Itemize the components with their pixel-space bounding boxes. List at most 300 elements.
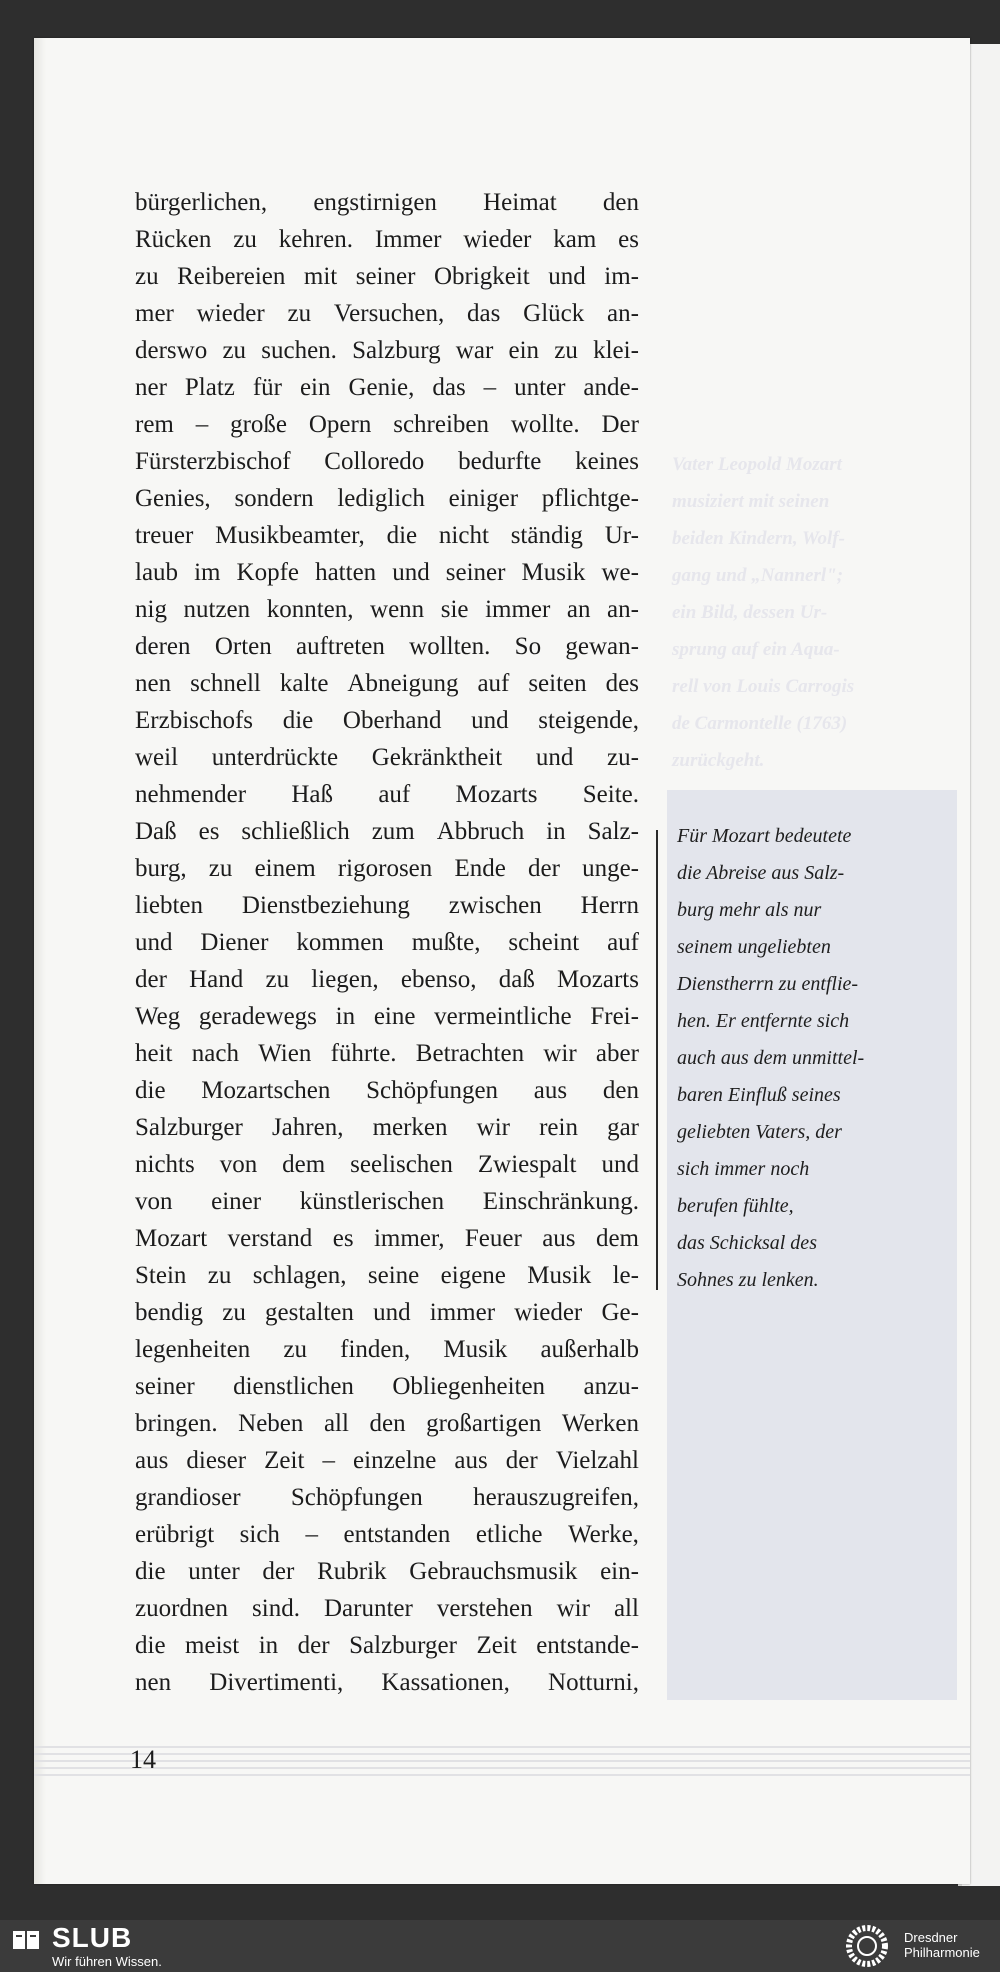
word: aus bbox=[542, 1225, 576, 1252]
text-line bbox=[135, 1590, 639, 1627]
word: lediglich bbox=[337, 485, 425, 512]
word: ein- bbox=[600, 1558, 639, 1585]
word: kommen bbox=[296, 929, 384, 956]
word: So bbox=[514, 633, 542, 660]
word: zu bbox=[222, 337, 247, 364]
word: Darunter bbox=[323, 1595, 413, 1622]
dresdner-philharmonie-logo-icon[interactable] bbox=[842, 1924, 892, 1968]
text-line bbox=[135, 1183, 639, 1220]
word: Musik bbox=[521, 559, 586, 586]
word: Der bbox=[601, 411, 639, 438]
word: der bbox=[527, 855, 560, 882]
word: nehmender bbox=[135, 781, 247, 808]
word: und bbox=[601, 1151, 639, 1178]
word: den bbox=[602, 189, 639, 216]
word: wieder bbox=[463, 226, 532, 253]
word: seiner bbox=[445, 559, 506, 586]
word: bringen. bbox=[135, 1410, 218, 1437]
word: – bbox=[195, 411, 209, 438]
show-through-line: gang und „Nannerl"; bbox=[672, 565, 844, 586]
word: ner bbox=[135, 374, 167, 401]
word: rein bbox=[539, 1114, 578, 1141]
word: zu- bbox=[607, 744, 639, 771]
sidebar-line: geliebten Vaters, der bbox=[677, 1121, 842, 1143]
text-line bbox=[135, 1368, 639, 1405]
word: das bbox=[467, 300, 501, 327]
text-line bbox=[135, 221, 639, 258]
word: im bbox=[194, 559, 221, 586]
word: Genies, bbox=[135, 485, 211, 512]
word: Fürsterzbischof bbox=[135, 448, 291, 475]
word: bedurfte bbox=[458, 448, 542, 475]
word: grandioser bbox=[135, 1484, 241, 1511]
word: unter bbox=[188, 1558, 240, 1585]
word: große bbox=[230, 411, 288, 438]
sidebar-line: sich immer noch bbox=[677, 1158, 810, 1180]
word: der bbox=[262, 1558, 295, 1585]
word: liegen, bbox=[311, 966, 379, 993]
word: Rubrik bbox=[317, 1558, 387, 1585]
text-line bbox=[135, 1664, 639, 1701]
word: Ge- bbox=[601, 1299, 639, 1326]
word: ebenso, bbox=[400, 966, 477, 993]
word: zu bbox=[287, 300, 312, 327]
word: schlagen, bbox=[252, 1262, 347, 1289]
word: Hand bbox=[189, 966, 244, 993]
word: nach bbox=[191, 1040, 239, 1067]
word: des bbox=[605, 670, 639, 697]
word: nen bbox=[135, 670, 172, 697]
word: anzu- bbox=[583, 1373, 639, 1400]
text-line bbox=[135, 1220, 639, 1257]
word: – bbox=[483, 374, 497, 401]
word: Salzburg bbox=[352, 337, 441, 364]
word: immer bbox=[429, 1299, 496, 1326]
word: Feuer bbox=[464, 1225, 522, 1252]
word: sich bbox=[239, 1521, 280, 1548]
word: ein bbox=[299, 374, 331, 401]
sidebar-line: Sohnes zu lenken. bbox=[677, 1269, 819, 1291]
show-through-caption bbox=[672, 446, 922, 779]
word: Seite. bbox=[582, 781, 639, 808]
word: vermeintliche bbox=[434, 1003, 572, 1030]
word: wir bbox=[556, 1595, 590, 1622]
text-line bbox=[135, 443, 639, 480]
word: und bbox=[135, 929, 173, 956]
word: sie bbox=[440, 596, 469, 623]
word: den bbox=[602, 1077, 639, 1104]
word: nicht bbox=[438, 522, 489, 549]
word: gestalten bbox=[265, 1299, 354, 1326]
text-line bbox=[135, 1553, 639, 1590]
word: engstirnigen bbox=[313, 189, 437, 216]
word: die bbox=[135, 1632, 166, 1659]
word: entstanden bbox=[343, 1521, 451, 1548]
word: und bbox=[535, 744, 574, 771]
word: schnell bbox=[190, 670, 261, 697]
text-line bbox=[135, 776, 639, 813]
word: Neben bbox=[238, 1410, 304, 1437]
text-line bbox=[135, 1146, 639, 1183]
page-gutter bbox=[34, 38, 46, 1884]
sidebar-line: Für Mozart bedeutete bbox=[677, 825, 852, 847]
word: wir bbox=[543, 1040, 577, 1067]
word: einzelne bbox=[353, 1447, 437, 1474]
sidebar-line: berufen fühlte, bbox=[677, 1195, 794, 1217]
word: einer bbox=[211, 1188, 262, 1215]
word: aus bbox=[533, 1077, 568, 1104]
text-line bbox=[135, 702, 639, 739]
word: verstehen bbox=[436, 1595, 533, 1622]
word: Ur- bbox=[604, 522, 639, 549]
word: burg, bbox=[135, 855, 187, 882]
slub-name[interactable]: SLUB bbox=[52, 1922, 133, 1953]
word: Obrigkeit bbox=[433, 263, 530, 290]
word: wieder bbox=[196, 300, 265, 327]
word: ständig bbox=[510, 522, 583, 549]
word: unterdrückte bbox=[211, 744, 339, 771]
word: an- bbox=[607, 596, 639, 623]
word: einiger bbox=[448, 485, 519, 512]
show-through-line: rell von Louis Carrogis bbox=[672, 676, 855, 697]
word: Wien bbox=[258, 1040, 312, 1067]
word: zuordnen bbox=[135, 1595, 229, 1622]
word: bendig bbox=[135, 1299, 204, 1326]
word: Versuchen, bbox=[333, 300, 445, 327]
word: mer bbox=[135, 300, 174, 327]
word: zwischen bbox=[448, 892, 542, 919]
word: aber bbox=[595, 1040, 639, 1067]
word: herauszugreifen, bbox=[473, 1484, 639, 1511]
word: steigende, bbox=[538, 707, 639, 734]
partner-name-line2: Philharmonie bbox=[904, 1945, 980, 1960]
word: großartigen bbox=[426, 1410, 542, 1437]
word: hatten bbox=[315, 559, 377, 586]
word: merken bbox=[372, 1114, 448, 1141]
sidebar-line: burg mehr als nur bbox=[677, 899, 822, 921]
word: treuer bbox=[135, 522, 194, 549]
word: rem bbox=[135, 411, 174, 438]
word: an bbox=[566, 596, 591, 623]
word: Werken bbox=[561, 1410, 639, 1437]
word: Divertimenti, bbox=[209, 1669, 344, 1696]
word: Mozarts bbox=[557, 966, 639, 993]
word: etliche bbox=[475, 1521, 543, 1548]
word: seelischen bbox=[350, 1151, 453, 1178]
text-line bbox=[135, 1331, 639, 1368]
dresdner-philharmonie-name[interactable] bbox=[904, 1930, 1000, 1960]
text-line bbox=[135, 1294, 639, 1331]
show-through-line: de Carmontelle (1763) bbox=[672, 713, 848, 734]
word: wollte. bbox=[510, 411, 580, 438]
word: Abneigung bbox=[347, 670, 459, 697]
word: immer, bbox=[373, 1225, 445, 1252]
word: nig bbox=[135, 596, 167, 623]
text-line bbox=[135, 517, 639, 554]
text-line bbox=[135, 887, 639, 924]
word: wieder bbox=[514, 1299, 583, 1326]
word: ein bbox=[508, 337, 540, 364]
text-line bbox=[135, 1405, 639, 1442]
word: liebten bbox=[135, 892, 204, 919]
text-line bbox=[135, 961, 639, 998]
word: von bbox=[135, 1188, 173, 1215]
text-line bbox=[135, 998, 639, 1035]
word: immer bbox=[485, 596, 551, 623]
word: die bbox=[135, 1558, 166, 1585]
slub-tagline: Wir führen Wissen. bbox=[52, 1954, 162, 1969]
show-through-line: musiziert mit seinen bbox=[672, 491, 830, 512]
word: Musik bbox=[443, 1336, 508, 1363]
slub-logo-icon[interactable] bbox=[12, 1928, 42, 1952]
word: die bbox=[135, 1077, 166, 1104]
word: einem bbox=[254, 855, 316, 882]
word: meist bbox=[185, 1632, 240, 1659]
text-line bbox=[135, 1072, 639, 1109]
word: Zwiespalt bbox=[477, 1151, 577, 1178]
text-line bbox=[135, 739, 639, 776]
word: Musikbeamter, bbox=[215, 522, 365, 549]
word: in bbox=[335, 1003, 356, 1030]
word: kam bbox=[553, 226, 597, 253]
word: pflichtge- bbox=[541, 485, 639, 512]
word: Zeit bbox=[264, 1447, 305, 1474]
text-line bbox=[135, 1479, 639, 1516]
word: we- bbox=[601, 559, 639, 586]
word: und bbox=[548, 263, 586, 290]
word: zu bbox=[554, 337, 578, 364]
word: den bbox=[369, 1410, 406, 1437]
word: Rücken bbox=[135, 226, 212, 253]
word: nen bbox=[135, 1669, 172, 1696]
word: führte. bbox=[330, 1040, 397, 1067]
word: klei- bbox=[593, 337, 639, 364]
word: Jahren, bbox=[271, 1114, 344, 1141]
word: seine bbox=[367, 1262, 420, 1289]
text-line bbox=[135, 1442, 639, 1479]
word: die bbox=[386, 522, 418, 549]
word: Reibereien bbox=[177, 263, 286, 290]
word: Erzbischofs bbox=[135, 707, 254, 734]
text-line bbox=[135, 665, 639, 702]
sidebar-rule bbox=[656, 830, 658, 1290]
word: dieser bbox=[186, 1447, 247, 1474]
word: legenheiten bbox=[135, 1336, 251, 1363]
word: schreiben bbox=[393, 411, 490, 438]
word: gar bbox=[607, 1114, 639, 1141]
word: und bbox=[392, 559, 430, 586]
word: an- bbox=[607, 300, 639, 327]
word: all bbox=[613, 1595, 639, 1622]
word: Mozart bbox=[135, 1225, 208, 1252]
word: aus bbox=[454, 1447, 488, 1474]
word: Gebrauchsmusik bbox=[409, 1558, 578, 1585]
word: Frei- bbox=[590, 1003, 639, 1030]
text-line bbox=[135, 813, 639, 850]
word: der bbox=[505, 1447, 538, 1474]
word: das bbox=[432, 374, 466, 401]
text-line bbox=[135, 1109, 639, 1146]
word: die bbox=[282, 707, 314, 734]
sidebar-line: baren Einfluß seines bbox=[677, 1084, 841, 1106]
word: Betrachten bbox=[415, 1040, 525, 1067]
word: Salz- bbox=[587, 818, 639, 845]
word: all bbox=[323, 1410, 349, 1437]
word: zu bbox=[283, 1336, 307, 1363]
word: Kassationen, bbox=[381, 1669, 510, 1696]
word: Mozarts bbox=[455, 781, 538, 808]
text-line bbox=[135, 924, 639, 961]
word: Glück bbox=[523, 300, 585, 327]
word: Opern bbox=[308, 411, 372, 438]
word: daß bbox=[498, 966, 535, 993]
word: Schöpfungen bbox=[290, 1484, 423, 1511]
word: seiten bbox=[528, 670, 587, 697]
text-line bbox=[135, 628, 639, 665]
word: heit bbox=[135, 1040, 173, 1067]
word: Immer bbox=[374, 226, 442, 253]
footer-rules bbox=[34, 1746, 970, 1786]
word: geradewegs bbox=[198, 1003, 317, 1030]
word: Werke, bbox=[568, 1521, 639, 1548]
word: Dienstbeziehung bbox=[241, 892, 410, 919]
word: rigorosen bbox=[337, 855, 433, 882]
word: zu bbox=[207, 1262, 232, 1289]
word: – bbox=[322, 1447, 335, 1474]
word: deren bbox=[135, 633, 191, 660]
word: scheint bbox=[508, 929, 580, 956]
word: suchen. bbox=[261, 337, 337, 364]
word: dem bbox=[595, 1225, 639, 1252]
word: finden, bbox=[340, 1336, 411, 1363]
word: und bbox=[471, 707, 509, 734]
word: Kopfe bbox=[236, 559, 300, 586]
word: verstand bbox=[227, 1225, 313, 1252]
word: Genie, bbox=[348, 374, 415, 401]
word: eine bbox=[373, 1003, 416, 1030]
word: auf bbox=[378, 781, 411, 808]
word: eigene bbox=[440, 1262, 506, 1289]
word: aus bbox=[135, 1447, 169, 1474]
viewer-footer-bar bbox=[0, 1920, 1000, 1972]
word: keines bbox=[575, 448, 639, 475]
word: zu bbox=[135, 263, 159, 290]
sidebar-line: seinem ungeliebten bbox=[677, 936, 831, 958]
word: unter bbox=[514, 374, 566, 401]
word: Oberhand bbox=[342, 707, 442, 734]
word: schließlich bbox=[241, 818, 350, 845]
text-line bbox=[135, 850, 639, 887]
word: im- bbox=[604, 263, 639, 290]
text-line bbox=[135, 258, 639, 295]
text-line bbox=[135, 369, 639, 406]
word: Einschränkung. bbox=[482, 1188, 639, 1215]
show-through-line: Vater Leopold Mozart bbox=[672, 454, 842, 475]
text-line bbox=[135, 1035, 639, 1072]
word: zum bbox=[371, 818, 415, 845]
word: seiner bbox=[355, 263, 416, 290]
word: mit bbox=[303, 263, 338, 290]
word: von bbox=[219, 1151, 258, 1178]
word: gewan- bbox=[565, 633, 639, 660]
show-through-line: sprung auf ein Aqua- bbox=[672, 639, 840, 660]
word: Daß bbox=[135, 818, 177, 845]
word: kehren. bbox=[278, 226, 353, 253]
word: kalte bbox=[279, 670, 329, 697]
text-line bbox=[135, 1516, 639, 1553]
word: wir bbox=[476, 1114, 510, 1141]
word: laub bbox=[135, 559, 179, 586]
word: Vielzahl bbox=[555, 1447, 639, 1474]
word: Platz bbox=[184, 374, 235, 401]
word: Schöpfungen bbox=[366, 1077, 499, 1104]
word: wenn bbox=[370, 596, 425, 623]
word: es bbox=[618, 226, 639, 253]
word: weil bbox=[135, 744, 179, 771]
text-line bbox=[135, 406, 639, 443]
word: ande- bbox=[583, 374, 639, 401]
word: Heimat bbox=[483, 189, 557, 216]
word: auftreten bbox=[296, 633, 385, 660]
word: Diener bbox=[200, 929, 269, 956]
text-line bbox=[135, 554, 639, 591]
text-line bbox=[135, 480, 639, 517]
word: Obliegenheiten bbox=[392, 1373, 546, 1400]
sidebar-line: hen. Er entfernte sich bbox=[677, 1010, 850, 1032]
word: zu bbox=[265, 966, 290, 993]
show-through-line: zurückgeht. bbox=[672, 750, 765, 771]
word: nichts bbox=[135, 1151, 195, 1178]
word: Gekränktheit bbox=[371, 744, 503, 771]
word: für bbox=[252, 374, 282, 401]
word: sind. bbox=[252, 1595, 300, 1622]
word: sondern bbox=[234, 485, 314, 512]
page-number: 14 bbox=[130, 1745, 156, 1774]
word: auf bbox=[607, 929, 639, 956]
text-line bbox=[135, 184, 639, 221]
sidebar-line: auch aus dem unmittel- bbox=[677, 1047, 865, 1069]
word: dienstlichen bbox=[233, 1373, 354, 1400]
text-line bbox=[135, 1257, 639, 1294]
word: es bbox=[198, 818, 220, 845]
word: mußte, bbox=[411, 929, 481, 956]
word: und bbox=[373, 1299, 411, 1326]
word: bürgerlichen, bbox=[135, 189, 268, 216]
sidebar-line: die Abreise aus Salz- bbox=[677, 862, 845, 884]
word: zu bbox=[233, 226, 257, 253]
word: war bbox=[455, 337, 494, 364]
word: Stein bbox=[135, 1262, 187, 1289]
word: Ende bbox=[454, 855, 506, 882]
word: Musik bbox=[527, 1262, 592, 1289]
sidebar-quote bbox=[677, 818, 947, 1299]
word: Abbruch bbox=[436, 818, 525, 845]
word: unge- bbox=[582, 855, 639, 882]
word: Zeit bbox=[476, 1632, 517, 1659]
word: erübrigt bbox=[135, 1521, 215, 1548]
text-line bbox=[135, 1627, 639, 1664]
word: Weg bbox=[135, 1003, 181, 1030]
word: der bbox=[135, 966, 167, 993]
word: Salzburger bbox=[135, 1114, 243, 1141]
text-line bbox=[135, 591, 639, 628]
word: Herrn bbox=[580, 892, 639, 919]
word: entstande- bbox=[536, 1632, 639, 1659]
word: zu bbox=[222, 1299, 246, 1326]
partner-name-line1: Dresdner bbox=[904, 1930, 958, 1945]
word: Salzburger bbox=[349, 1632, 457, 1659]
text-line bbox=[135, 295, 639, 332]
